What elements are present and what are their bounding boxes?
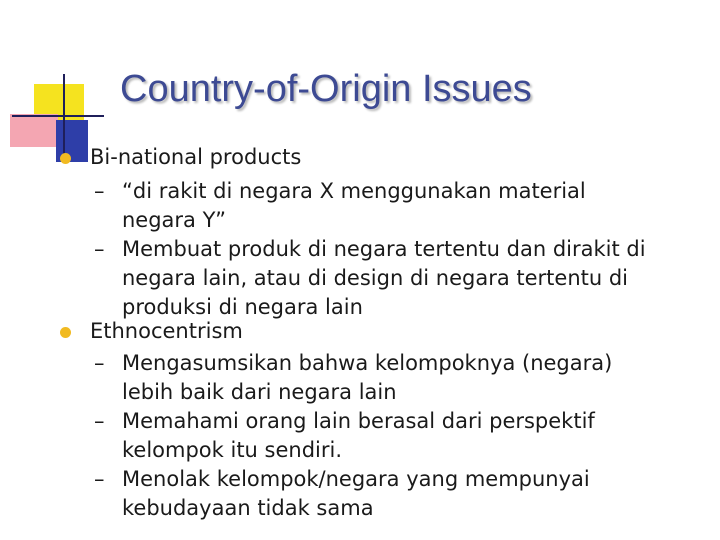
- dash-marker: –: [94, 237, 105, 261]
- sub-item-text: Memahami orang lain berasal dari perspektif kelompok itu sendiri.: [122, 409, 595, 462]
- bullet-text: Bi-national products: [90, 145, 302, 169]
- dash-marker: –: [94, 179, 105, 203]
- dash-marker: –: [94, 351, 105, 375]
- sub-item-text: Membuat produk di negara tertentu dan dirakit di negara lain, atau di design di negara tertentu di produksi di negara lain: [122, 237, 646, 319]
- sub-item: [94, 235, 662, 322]
- bullet-dot: [60, 153, 71, 164]
- dash-marker: –: [94, 409, 105, 433]
- sub-item: [94, 177, 662, 235]
- sub-item: [94, 465, 662, 523]
- bullet-dot: [60, 327, 71, 338]
- bullet-text: Ethnocentrism: [90, 319, 243, 343]
- sub-item-text: Menolak kelompok/negara yang mempunyai kebudayaan tidak sama: [122, 467, 590, 520]
- sub-item-text: Mengasumsikan bahwa kelompoknya (negara) lebih baik dari negara lain: [122, 351, 613, 404]
- bullet-item-ethnocentrism: [90, 317, 670, 346]
- bullet-item-bi-national: [90, 143, 670, 172]
- dash-marker: –: [94, 467, 105, 491]
- sub-item: [94, 407, 662, 465]
- sub-item-text: “di rakit di negara X menggunakan material negara Y”: [122, 179, 586, 232]
- slide-title: Country-of-Origin Issues: [120, 68, 532, 110]
- sub-item: [94, 349, 662, 407]
